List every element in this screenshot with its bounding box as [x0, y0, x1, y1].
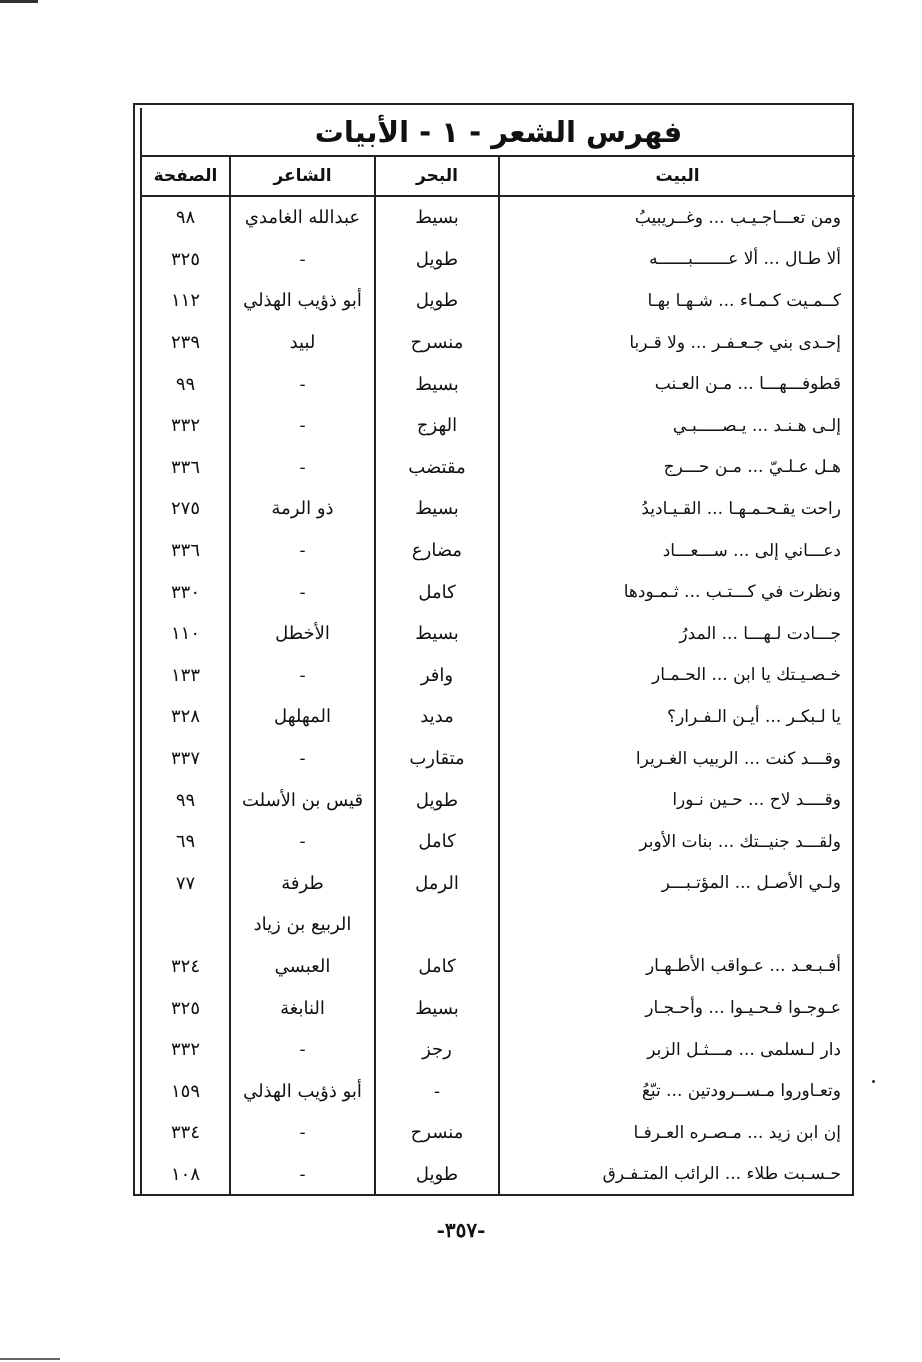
page-cell: ٣٢٨ [141, 696, 230, 738]
verse-cell: دار لـسلمى ... مـــثـل الزبر [499, 1029, 855, 1071]
meter-cell: مقتضب [375, 447, 499, 489]
poet-cell: - [230, 530, 375, 572]
page-cell: ٩٩ [141, 363, 230, 405]
meter-cell: طويل [375, 1154, 499, 1196]
page-cell: ١٠٨ [141, 1154, 230, 1196]
poet-cell: - [230, 1154, 375, 1196]
verse-cell: إحـدى بني جـعـفـر ... ولا قـربا [499, 322, 855, 364]
table-row [141, 488, 855, 530]
poet-cell: - [230, 1029, 375, 1071]
page-cell: ٣٢٥ [141, 987, 230, 1029]
meter-cell: بسيط [375, 488, 499, 530]
meter-cell: منسرح [375, 1112, 499, 1154]
page-cell: ٣٣٦ [141, 447, 230, 489]
table-row [141, 946, 855, 988]
scan-dot [872, 1080, 875, 1083]
table-row [141, 571, 855, 613]
poet-cell: أبو ذؤيب الهذلي [230, 1070, 375, 1112]
meter-cell [375, 904, 499, 946]
page-cell: ٢٣٩ [141, 322, 230, 364]
table-row [141, 696, 855, 738]
meter-cell: طويل [375, 239, 499, 281]
page-cell: ٩٩ [141, 779, 230, 821]
table-row [141, 1154, 855, 1196]
page-cell: ٣٢٥ [141, 239, 230, 281]
header-verse: البيت [499, 156, 855, 196]
table-row [141, 1112, 855, 1154]
meter-cell: بسيط [375, 613, 499, 655]
page-cell: ٢٧٥ [141, 488, 230, 530]
page-cell: ٣٣٢ [141, 1029, 230, 1071]
poet-cell: - [230, 363, 375, 405]
verse-cell: ولقـــد جنيــتك ... بنات الأوبر [499, 821, 855, 863]
poet-cell: - [230, 447, 375, 489]
header-meter: البحر [375, 156, 499, 196]
verse-cell: دعـــاني إلى ... ســـعـــاد [499, 530, 855, 572]
meter-cell: رجز [375, 1029, 499, 1071]
table-row [141, 655, 855, 697]
poet-cell: - [230, 738, 375, 780]
table-row [141, 779, 855, 821]
scan-edge-mark [0, 0, 38, 3]
header-row [141, 156, 855, 196]
verse-cell [499, 904, 855, 946]
poet-cell: عبدالله الغامدي [230, 196, 375, 239]
verse-cell: جـــادت لـهـــا ... المدرُ [499, 613, 855, 655]
meter-cell: - [375, 1070, 499, 1112]
table-title: فهرس الشعر - ١ - الأبيات [141, 108, 855, 156]
poet-cell: النابغة [230, 987, 375, 1029]
poet-cell: قيس بن الأسلت [230, 779, 375, 821]
header-poet: الشاعر [230, 156, 375, 196]
meter-cell: وافر [375, 655, 499, 697]
page-cell: ٣٣٠ [141, 571, 230, 613]
poet-cell: الأخطل [230, 613, 375, 655]
verse-cell: وقـــد كنت ... الربيب الغـريرا [499, 738, 855, 780]
verse-cell: ونظرت في كـــتـب ... ثـمـودها [499, 571, 855, 613]
poet-cell: - [230, 655, 375, 697]
table-row [141, 196, 855, 239]
meter-cell: بسيط [375, 196, 499, 239]
scan-edge-mark-bottom [0, 1358, 60, 1360]
verse-cell: حـسـبت طلاء ... الرائب المتـفـرق [499, 1154, 855, 1196]
verse-cell: ومن تعـــاجـيـب ... وغــريبيبُ [499, 196, 855, 239]
page-cell: ١٥٩ [141, 1070, 230, 1112]
poet-cell: أبو ذؤيب الهذلي [230, 280, 375, 322]
table-row [141, 1070, 855, 1112]
table-row [141, 821, 855, 863]
page-cell: ٧٧ [141, 863, 230, 905]
poet-cell: - [230, 571, 375, 613]
meter-cell: طويل [375, 779, 499, 821]
poet-cell: الربيع بن زياد [230, 904, 375, 946]
poet-cell: - [230, 821, 375, 863]
table-row [141, 1029, 855, 1071]
page-cell: ٣٣٤ [141, 1112, 230, 1154]
verse-cell: وقــــد لاح ... حـين نـورا [499, 779, 855, 821]
table-row [141, 530, 855, 572]
poet-cell: - [230, 239, 375, 281]
table-row [141, 904, 855, 946]
page-number: -٣٥٧- [436, 1218, 486, 1242]
verse-cell: ولـي الأصـل ... المؤتـبـــر [499, 863, 855, 905]
table-row [141, 405, 855, 447]
verse-cell: عـوجـوا فـحـيـوا ... وأحـجـار [499, 987, 855, 1029]
table-row [141, 280, 855, 322]
poet-cell: ذو الرمة [230, 488, 375, 530]
verse-cell: ألا طـال ... ألا عـــــــبــــــه [499, 239, 855, 281]
page-cell: ٣٣٧ [141, 738, 230, 780]
meter-cell: كامل [375, 946, 499, 988]
page-cell: ٣٣٢ [141, 405, 230, 447]
poet-cell: طرفة [230, 863, 375, 905]
poetry-index-table [140, 108, 855, 1195]
meter-cell: متقارب [375, 738, 499, 780]
page-cell: ٣٢٤ [141, 946, 230, 988]
verse-cell: راحت يقـحـمـهـا ... القـيـاديدُ [499, 488, 855, 530]
poet-cell: العبسي [230, 946, 375, 988]
verse-cell: يا لـبكـر ... أيـن الـفـرار؟ [499, 696, 855, 738]
meter-cell: مديد [375, 696, 499, 738]
page-cell: ٣٣٦ [141, 530, 230, 572]
poet-cell: - [230, 1112, 375, 1154]
table-row [141, 239, 855, 281]
page-cell: ١١٠ [141, 613, 230, 655]
page-cell: ١١٢ [141, 280, 230, 322]
verse-cell: خـصـيـتك يا ابن ... الحـمـار [499, 655, 855, 697]
table-row [141, 613, 855, 655]
verse-cell: كــمـيت كـمـاء ... شـهـا بهـا [499, 280, 855, 322]
table-row [141, 363, 855, 405]
verse-cell: هـل عـلـيّ ... مـن حـــرج [499, 447, 855, 489]
page-cell: ٩٨ [141, 196, 230, 239]
meter-cell: بسيط [375, 363, 499, 405]
header-page: الصفحة [141, 156, 230, 196]
table-row [141, 447, 855, 489]
page-cell: ١٣٣ [141, 655, 230, 697]
meter-cell: بسيط [375, 987, 499, 1029]
meter-cell: كامل [375, 821, 499, 863]
verse-cell: إلـى هـنـد ... يـصـــــبـي [499, 405, 855, 447]
meter-cell: الهزج [375, 405, 499, 447]
index-rows [141, 196, 855, 1195]
table-row [141, 863, 855, 905]
verse-cell: إن ابن زيد ... مـصـره العـرفـا [499, 1112, 855, 1154]
meter-cell: الرمل [375, 863, 499, 905]
verse-cell: وتعـاوروا مـســرودتين ... تبّعُ [499, 1070, 855, 1112]
table-row [141, 987, 855, 1029]
meter-cell: مضارع [375, 530, 499, 572]
table-row [141, 322, 855, 364]
page-cell: ٦٩ [141, 821, 230, 863]
poet-cell: المهلهل [230, 696, 375, 738]
poet-cell: لبيد [230, 322, 375, 364]
meter-cell: كامل [375, 571, 499, 613]
meter-cell: منسرح [375, 322, 499, 364]
table-row [141, 738, 855, 780]
meter-cell: طويل [375, 280, 499, 322]
verse-cell: أفـبـعـد ... عـواقب الأطـهـار [499, 946, 855, 988]
verse-cell: قطوفـــهـــا ... مـن العـنب [499, 363, 855, 405]
page-cell [141, 904, 230, 946]
poet-cell: - [230, 405, 375, 447]
